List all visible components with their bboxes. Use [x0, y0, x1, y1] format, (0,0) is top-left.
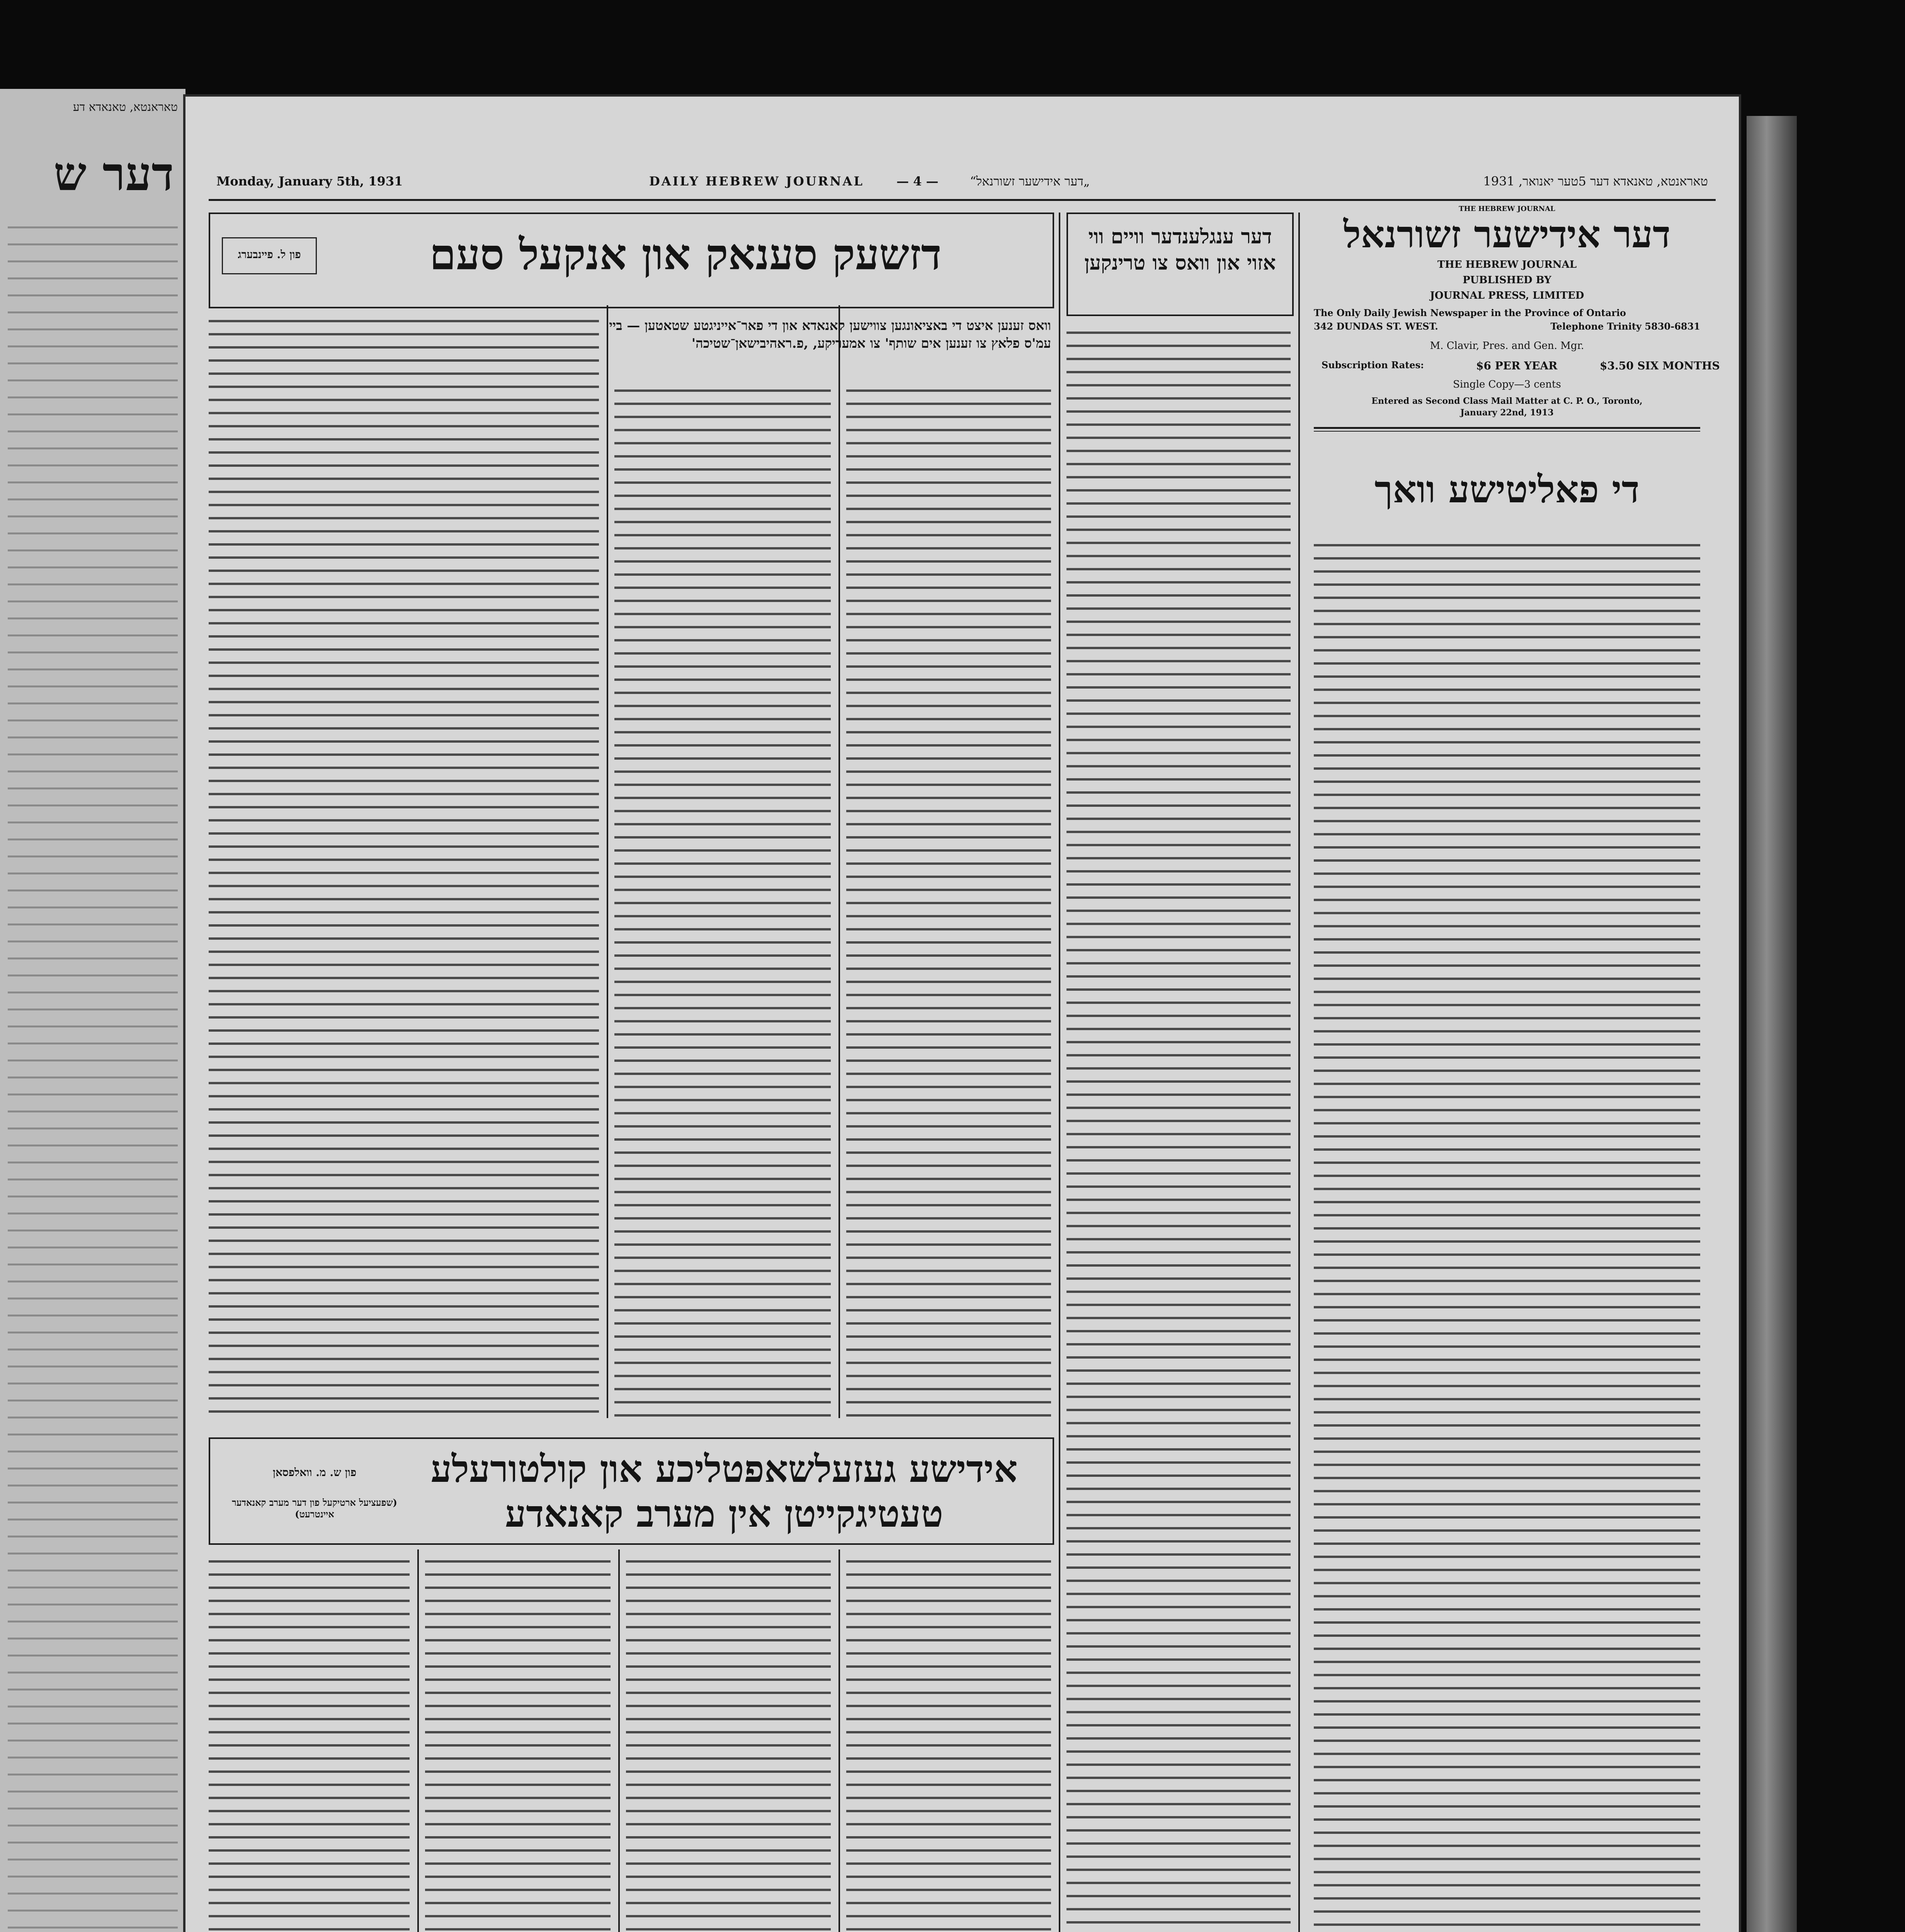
editorial-body-text — [1314, 537, 1700, 1932]
folio-date: Monday, January 5th, 1931 — [216, 174, 403, 189]
adjacent-page-body-text — [8, 216, 178, 1932]
postal-entry-date: January 22nd, 1913 — [1460, 408, 1554, 418]
masthead-published-by: PUBLISHED BY — [1463, 274, 1551, 286]
culture-body-text — [209, 1553, 410, 1932]
masthead-title: דער אידישער זשורנאל — [1343, 213, 1671, 256]
feature-byline-box — [222, 237, 317, 274]
folio-rule — [209, 199, 1716, 201]
culture-article-box — [209, 1437, 1054, 1545]
column-rule — [417, 1549, 419, 1932]
masthead-publisher: JOURNAL PRESS, LIMITED — [1430, 290, 1584, 301]
culture-subheadline: (שפעציעל ארטיקעל פון דער מערב קאנאדער איינטרעט) — [232, 1497, 397, 1520]
subscription-label: Subscription Rates: — [1322, 359, 1424, 371]
masthead-caption: THE HEBREW JOURNAL — [1459, 205, 1555, 213]
single-copy-price: Single Copy—3 cents — [1453, 379, 1561, 390]
drinking-body-text — [1066, 325, 1291, 1932]
feature-headline: דזשעק סענאק און אנקעל סעם — [429, 230, 942, 279]
postal-entry-note: Entered as Second Class Mail Matter at C. P. O., Toronto, — [1371, 396, 1643, 406]
editorial-headline: די פאליטישע וואך — [1374, 468, 1640, 511]
culture-body-text — [626, 1553, 831, 1932]
subscription-six-months: $3.50 SIX MONTHS — [1600, 359, 1720, 372]
drinking-article-box — [1066, 213, 1294, 316]
feature-box — [209, 213, 1054, 308]
feature-body-text — [846, 383, 1051, 1418]
folio-page-number: — 4 — — [896, 174, 939, 189]
subscription-per-year: $6 PER YEAR — [1476, 359, 1558, 372]
masthead-english-title: THE HEBREW JOURNAL — [1437, 259, 1577, 270]
masthead-rule — [1314, 427, 1700, 429]
page-edge-shadow — [1747, 116, 1797, 1932]
masthead-address: 342 DUNDAS ST. WEST. — [1314, 321, 1438, 332]
column-rule — [1059, 213, 1060, 1932]
feature-subheadline: וואס זענען איצט די באציאונגען צווישען קאנאדא און די פאר־אייניגטע שטאטען — ביי עמ'ס פלאץ צו זענען אים שותף' צו אמעריקע, ,פ.ראהיבישאן־שטיכה' — [609, 318, 1051, 351]
column-rule — [839, 1549, 840, 1932]
culture-byline: פון ש. מ. וואלפסאן — [272, 1466, 357, 1479]
culture-body-text — [425, 1553, 611, 1932]
culture-body-text — [846, 1553, 1051, 1932]
newspaper-page — [185, 97, 1739, 1932]
drinking-headline: דער ענגלענדער וויים ווי אזוי און וואס צו טרינקען — [1084, 225, 1276, 275]
masthead-claim: The Only Daily Jewish Newspaper in the Province of Ontario — [1314, 307, 1626, 318]
culture-headline: אידישע געזעלשאפטליכע און קולטורעלע טעטיגקייטן אין מערב קאנאדע — [430, 1447, 1018, 1536]
feature-body-text — [614, 383, 831, 1418]
masthead-editors: M. Clavir, Pres. and Gen. Mgr. — [1430, 340, 1584, 352]
feature-body-text — [209, 313, 599, 1418]
adjacent-page-headline: דער ש — [53, 147, 174, 201]
feature-byline: פון ל. פיינבערג — [238, 248, 301, 261]
folio-yiddish-name: „דער אידישער זשורנאל“ — [970, 174, 1090, 189]
column-rule — [839, 305, 840, 1418]
column-rule — [1298, 213, 1300, 1932]
masthead-rule — [1314, 431, 1700, 432]
adjacent-page-strip — [0, 89, 185, 1932]
column-rule — [607, 305, 608, 1418]
adjacent-page-header: טאראנטא, טאנאדא דע — [73, 100, 178, 114]
folio-journal-name: DAILY HEBREW JOURNAL — [649, 174, 864, 189]
masthead-telephone: Telephone Trinity 5830-6831 — [1550, 321, 1700, 332]
column-rule — [618, 1549, 620, 1932]
folio-right-date: טאראנטא, טאנאדא דער 5טער יאנואר, 1931 — [1483, 174, 1708, 189]
